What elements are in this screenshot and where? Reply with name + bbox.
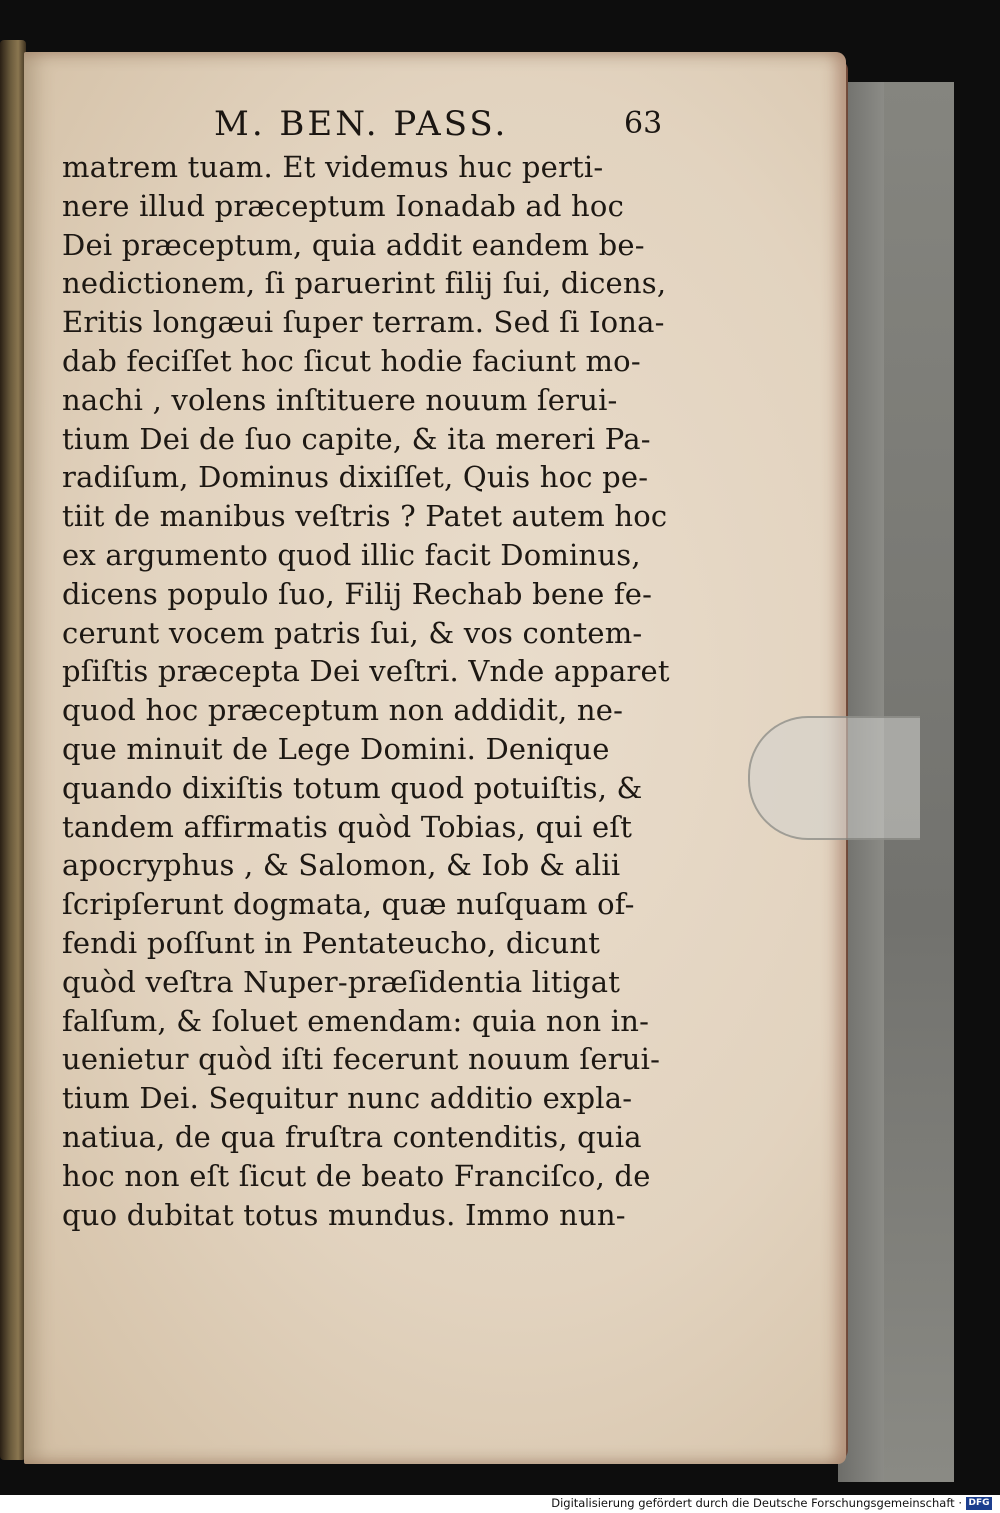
text-line: tandem affirmatis quòd Tobias, qui eſt: [62, 809, 633, 844]
text-line: apocryphus , & Salomon, & Iob & alii: [62, 848, 621, 883]
text-line: falſum, & ſoluet emendam: quia non in-: [62, 1003, 650, 1038]
text-line: tium Dei de ſuo capite, & ita mereri Pa-: [62, 421, 651, 456]
text-line: nere illud præceptum Ionadab ad hoc: [62, 188, 625, 223]
text-line: hoc non eſt ſicut de beato Franciſco, de: [62, 1158, 651, 1193]
text-line: nachi , volens inſtituere nouum ſerui-: [62, 382, 618, 417]
text-line: tiit de manibus veſtris ? Patet autem hoc: [62, 499, 668, 534]
text-line: nedictionem, ſi paruerint filij ſui, dicens,: [62, 266, 667, 301]
text-line: quod hoc præceptum non addidit, ne-: [62, 693, 624, 728]
page-clip: [748, 716, 920, 840]
dfg-logo: DFG: [966, 1497, 992, 1510]
running-head-title: M. BEN. PASS.: [214, 104, 509, 144]
book-binding: [0, 40, 26, 1460]
text-line: dab feciſſet hoc ſicut hodie faciunt mo-: [62, 343, 641, 378]
page-number: 63: [624, 106, 663, 141]
body-text: [62, 148, 670, 1234]
text-line: pſiſtis præcepta Dei veſtri. Vnde apparet: [62, 654, 670, 689]
text-line: ex argumento quod illic facit Dominus,: [62, 537, 641, 572]
text-line: natiua, de qua fruſtra contenditis, quia: [62, 1119, 642, 1154]
text-line: fendi poſſunt in Pentateucho, dicunt: [62, 925, 601, 960]
text-line: Eritis longæui ſuper terram. Sed ſi Iona-: [62, 305, 665, 340]
text-line: matrem tuam. Et videmus huc perti-: [62, 150, 604, 184]
text-line: tium Dei. Sequitur nunc additio expla-: [62, 1081, 633, 1116]
text-line: quo dubitat totus mundus. Immo nun-: [62, 1197, 626, 1232]
text-line: uenietur quòd iſti fecerunt nouum ſerui-: [62, 1042, 661, 1077]
footer-bar: [0, 1495, 1000, 1513]
text-line: cerunt vocem patris ſui, & vos contem-: [62, 615, 643, 650]
text-line: ſcripſerunt dogmata, quæ nuſquam of-: [62, 887, 635, 922]
text-line: radiſum, Dominus dixiſſet, Quis hoc pe-: [62, 460, 649, 495]
funding-credit: Digitalisierung gefördert durch die Deutsche Forschungsgemeinschaft ·: [551, 1496, 962, 1510]
text-line: que minuit de Lege Domini. Denique: [62, 731, 610, 766]
text-line: dicens populo ſuo, Filij Rechab bene fe-: [62, 576, 653, 611]
text-line: Dei præceptum, quia addit eandem be-: [62, 227, 645, 262]
text-line: quando dixiſtis totum quod potuiſtis, &: [62, 770, 643, 805]
text-line: quòd veſtra Nuper-præſidentia litigat: [62, 964, 621, 999]
